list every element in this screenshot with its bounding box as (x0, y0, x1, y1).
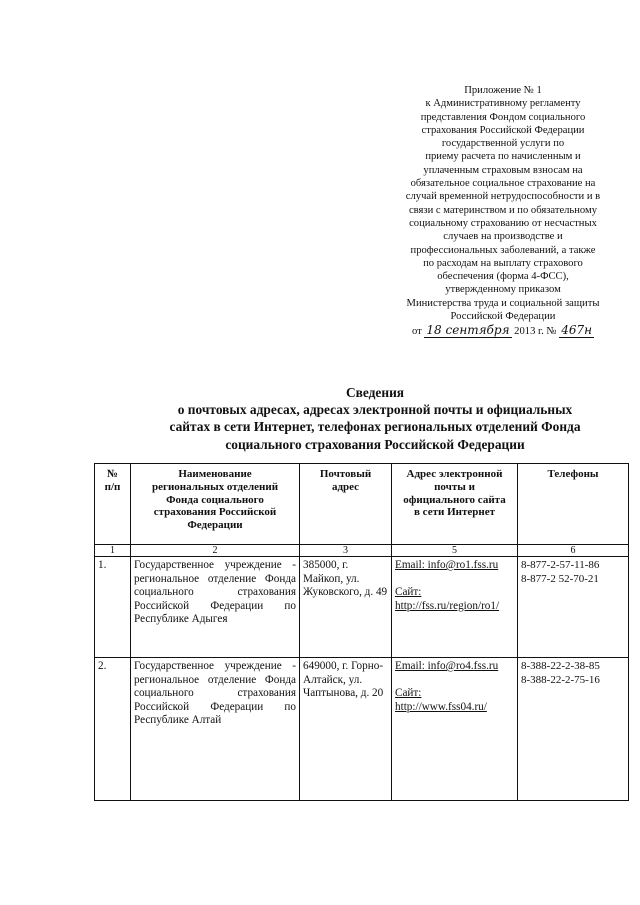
document-heading (140, 384, 610, 453)
table-index-row (95, 545, 629, 557)
header-name: Наименование региональных отделений Фонда социального страхования Российской Федерации (131, 464, 300, 545)
appendix-line: случай временной нетрудоспособности и в (405, 191, 601, 203)
header-phones: Телефоны (518, 464, 629, 545)
appendix-line: к Административному регламенту (425, 98, 581, 110)
office-name: Государственное учреждение - региональное отделение Фонда социального страхования Российской Федерации по Республике Алтай (131, 658, 300, 801)
email-link[interactable]: Email: info@ro1.fss.ru (395, 559, 499, 571)
phone-number: 8-388-22-2-75-16 (521, 673, 600, 686)
index-cell: 1 (95, 545, 131, 557)
phone-number: 8-877-2-57-11-86 (521, 559, 600, 571)
table-header-row (95, 464, 629, 545)
appendix-line: обеспечения (форма 4-ФСС), (437, 271, 569, 283)
site-label: Сайт: (395, 687, 422, 700)
phones-cell (518, 658, 629, 801)
header-address: Почтовый адрес (300, 464, 392, 545)
appendix-line: обязательное социальное страхование на (410, 178, 596, 190)
postal-address: 385000, г. Майкоп, ул. Жуковского, д. 49 (300, 557, 392, 658)
site-link[interactable]: http://www.fss04.ru/ (395, 700, 487, 713)
handwritten-number: 467н (561, 323, 593, 338)
heading-title: Сведения (345, 385, 405, 400)
appendix-line: утвержденному приказом (445, 284, 561, 296)
email-link[interactable]: Email: info@ro4.fss.ru (395, 660, 499, 672)
handwritten-date: 18 сентября (426, 323, 510, 338)
appendix-line: государственной услуги по (441, 138, 565, 150)
phone-number: 8-388-22-2-38-85 (521, 660, 600, 672)
appendix-line: профессиональных заболеваний, а также (410, 244, 596, 256)
site-link[interactable]: http://fss.ru/region/ro1/ (395, 599, 500, 612)
office-name: Государственное учреждение - региональное отделение Фонда социального страхования Российской Федерации по Республике Адыгея (131, 557, 300, 658)
appendix-line: по расходам на выплату страхового (423, 257, 583, 269)
table-row (95, 557, 629, 658)
index-cell: 3 (300, 545, 392, 557)
index-cell: 6 (518, 545, 629, 557)
header-number: № п/п (95, 464, 131, 545)
contacts-cell (392, 557, 518, 658)
table-row (95, 658, 629, 801)
header-email-site: Адрес электронной почты и официального сайта в сети Интернет (392, 464, 518, 545)
order-date-line (368, 324, 638, 338)
heading-line: сайтах в сети Интернет, телефонах региональных отделений Фонда (169, 419, 581, 435)
appendix-line: приему расчета по начисленным и (425, 151, 581, 163)
row-number: 2. (95, 658, 131, 801)
appendix-line: уплаченным страховым взносам на (423, 164, 583, 176)
heading-line: социального страхования Российской Федерации (225, 436, 525, 452)
appendix-line: представления Фондом социального (420, 111, 586, 123)
appendix-line: социальному страхованию от несчастных (409, 217, 597, 229)
index-cell: 5 (392, 545, 518, 557)
phones-cell (518, 557, 629, 658)
appendix-line: Российской Федерации (450, 311, 556, 323)
appendix-line: страхования Российской Федерации (421, 124, 585, 136)
phone-number: 8-877-2 52-70-21 (521, 572, 599, 585)
date-year: 2013 г. № (514, 326, 557, 338)
index-cell: 2 (131, 545, 300, 557)
appendix-line: Министерства труда и социальной защиты (406, 297, 600, 309)
postal-address: 649000, г. Горно-Алтайск, ул. Чаптынова, д. 20 (300, 658, 392, 801)
appendix-line: связи с материнством и по обязательному (408, 204, 598, 216)
appendix-line: случаев на производстве и (443, 231, 563, 243)
date-prefix: от (411, 326, 422, 338)
heading-line: о почтовых адресах, адресах электронной почты и официальных (177, 402, 573, 418)
offices-table (94, 463, 629, 801)
row-number: 1. (95, 557, 131, 658)
appendix-block (368, 84, 638, 339)
site-label: Сайт: (395, 586, 422, 599)
contacts-cell (392, 658, 518, 801)
appendix-line: Приложение № 1 (464, 85, 542, 96)
